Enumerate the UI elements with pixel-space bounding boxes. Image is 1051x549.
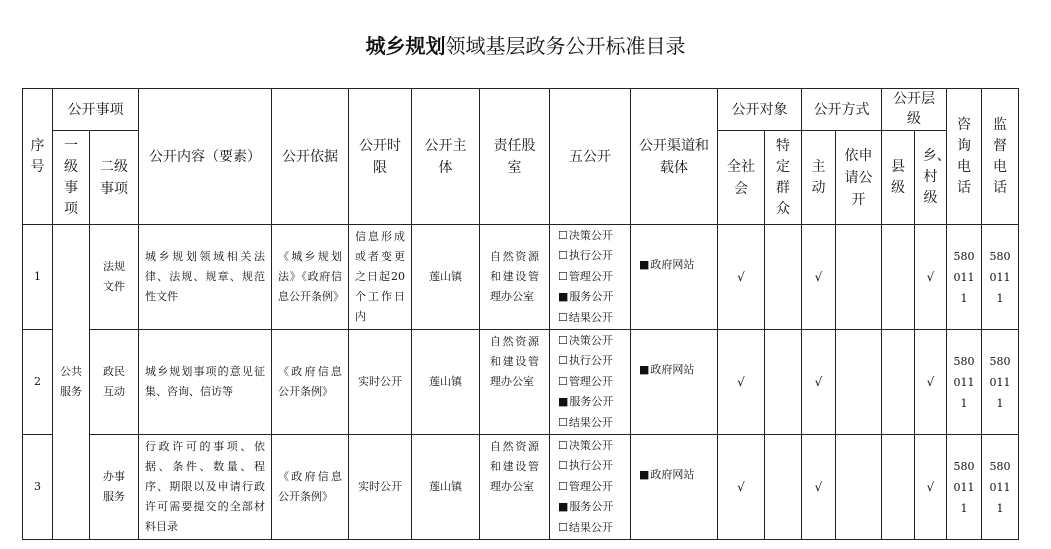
- cell-dept: 自然资源和建设管理办公室: [480, 225, 550, 330]
- title-rest: 领域基层政务公开标准目录: [445, 34, 686, 58]
- cell-content: 城乡规划领域相关法律、法规、规章、规范性文件: [139, 225, 272, 330]
- cell-supervise-phone: 5800111: [982, 330, 1019, 435]
- cell-subject: 莲山镇: [412, 435, 480, 540]
- five-item: ■服务公开: [558, 500, 614, 514]
- header-content: 公开内容（要素）: [139, 89, 272, 225]
- cell-level2: 政民互动: [90, 330, 139, 435]
- cell-seq: 3: [23, 435, 53, 540]
- cell-five: [550, 435, 631, 540]
- cell-mode-request: [836, 225, 882, 330]
- five-item: ☐结果公开: [558, 520, 613, 534]
- header-target-all: 全社会: [718, 131, 765, 225]
- cell-basis: 《政府信息公开条例》: [272, 330, 349, 435]
- cell-seq: 1: [23, 225, 53, 330]
- checkbox-empty-icon: ☐: [558, 438, 568, 452]
- header-level-group: 公开层级: [882, 89, 947, 131]
- checkbox-filled-icon: ■: [558, 395, 569, 409]
- header-five: 五公开: [550, 89, 631, 225]
- header-subject: 公开主体: [412, 89, 480, 225]
- cell-mode-active: √: [802, 225, 836, 330]
- cell-channel: ■政府网站: [631, 330, 718, 435]
- header-row-1: [23, 89, 1019, 131]
- title-bold: 城乡规划: [365, 34, 446, 58]
- cell-time-limit: 实时公开: [349, 330, 412, 435]
- cell-dept: 自然资源和建设管理办公室: [480, 330, 550, 435]
- cell-basis: 《城乡规划法》《政府信息公开条例》: [272, 225, 349, 330]
- checkbox-empty-icon: ☐: [558, 479, 568, 493]
- cell-five: [550, 225, 631, 330]
- header-mode-group: 公开方式: [802, 89, 882, 131]
- five-item: ☐管理公开: [558, 269, 613, 283]
- header-target-specific: 特定群众: [765, 131, 802, 225]
- header-consult-phone: 咨询电话: [947, 89, 982, 225]
- cell-mode-request: [836, 435, 882, 540]
- header-basis: 公开依据: [272, 89, 349, 225]
- cell-level-county: [882, 435, 915, 540]
- checkbox-empty-icon: ☐: [558, 228, 568, 242]
- cell-subject: 莲山镇: [412, 330, 480, 435]
- cell-target-all: √: [718, 330, 765, 435]
- cell-seq: 2: [23, 330, 53, 435]
- five-item: ☐结果公开: [558, 310, 613, 324]
- checkbox-empty-icon: ☐: [558, 374, 568, 388]
- cell-target-specific: [765, 435, 802, 540]
- cell-target-specific: [765, 225, 802, 330]
- five-item: ☐执行公开: [558, 459, 613, 473]
- catalog-table: [22, 88, 1019, 540]
- header-target-group: 公开对象: [718, 89, 802, 131]
- cell-level-county: [882, 330, 915, 435]
- header-level2: 二级事项: [90, 131, 139, 225]
- cell-content: 行政许可的事项、依据、条件、数量、程序、期限以及申请行政许可需要提交的全部材料目录: [139, 435, 272, 540]
- checkbox-empty-icon: ☐: [558, 249, 568, 263]
- cell-dept: 自然资源和建设管理办公室: [480, 435, 550, 540]
- cell-channel: ■政府网站: [631, 435, 718, 540]
- cell-mode-request: [836, 330, 882, 435]
- checkbox-filled-icon: ■: [639, 363, 650, 376]
- cell-consult-phone: 5800111: [947, 435, 982, 540]
- checkbox-empty-icon: ☐: [558, 310, 568, 324]
- cell-channel: ■政府网站: [631, 225, 718, 330]
- header-mode-active: 主动: [802, 131, 836, 225]
- header-time-limit: 公开时限: [349, 89, 412, 225]
- checkbox-empty-icon: ☐: [558, 459, 568, 473]
- checkbox-empty-icon: ☐: [558, 333, 568, 347]
- cell-time-limit: 实时公开: [349, 435, 412, 540]
- five-item: ☐执行公开: [558, 354, 613, 368]
- cell-level-town: √: [915, 225, 947, 330]
- page-title: [0, 30, 1051, 59]
- header-seq: 序号: [23, 89, 53, 225]
- cell-target-all: √: [718, 225, 765, 330]
- checkbox-empty-icon: ☐: [558, 415, 568, 429]
- cell-basis: 《政府信息公开条例》: [272, 435, 349, 540]
- five-item: ☐决策公开: [558, 228, 613, 242]
- table-row: [23, 225, 1019, 330]
- five-item: ☐决策公开: [558, 438, 613, 452]
- cell-mode-active: √: [802, 435, 836, 540]
- table-row: [23, 435, 1019, 540]
- cell-consult-phone: 5800111: [947, 330, 982, 435]
- cell-level1: 公共服务: [53, 225, 90, 540]
- checkbox-empty-icon: ☐: [558, 354, 568, 368]
- header-mode-request: 依申请公开: [836, 131, 882, 225]
- cell-level2: 办事服务: [90, 435, 139, 540]
- cell-target-all: √: [718, 435, 765, 540]
- cell-supervise-phone: 5800111: [982, 435, 1019, 540]
- five-item: ☐管理公开: [558, 479, 613, 493]
- header-items-group: 公开事项: [53, 89, 139, 131]
- cell-level-town: √: [915, 330, 947, 435]
- checkbox-filled-icon: ■: [639, 468, 650, 481]
- checkbox-filled-icon: ■: [558, 290, 569, 304]
- cell-mode-active: √: [802, 330, 836, 435]
- header-level-town: 乡、村级: [915, 131, 947, 225]
- table-row: [23, 330, 1019, 435]
- header-level-county: 县级: [882, 131, 915, 225]
- five-item: ☐执行公开: [558, 249, 613, 263]
- five-item: ■服务公开: [558, 395, 614, 409]
- cell-content: 城乡规划事项的意见征集、咨询、信访等: [139, 330, 272, 435]
- cell-consult-phone: 5800111: [947, 225, 982, 330]
- cell-target-specific: [765, 330, 802, 435]
- cell-level2: 法规文件: [90, 225, 139, 330]
- five-item: ☐决策公开: [558, 333, 613, 347]
- cell-five: [550, 330, 631, 435]
- header-channel: 公开渠道和载体: [631, 89, 718, 225]
- header-dept: 责任股室: [480, 89, 550, 225]
- five-item: ☐管理公开: [558, 374, 613, 388]
- cell-supervise-phone: 5800111: [982, 225, 1019, 330]
- five-item: ☐结果公开: [558, 415, 613, 429]
- checkbox-empty-icon: ☐: [558, 520, 568, 534]
- checkbox-filled-icon: ■: [639, 258, 650, 271]
- cell-level-town: √: [915, 435, 947, 540]
- cell-time-limit: 信息形成或者变更之日起20个工作日内: [349, 225, 412, 330]
- five-item: ■服务公开: [558, 290, 614, 304]
- header-supervise-phone: 监督电话: [982, 89, 1019, 225]
- header-level1: 一级事项: [53, 131, 90, 225]
- cell-level-county: [882, 225, 915, 330]
- checkbox-empty-icon: ☐: [558, 269, 568, 283]
- checkbox-filled-icon: ■: [558, 500, 569, 514]
- cell-subject: 莲山镇: [412, 225, 480, 330]
